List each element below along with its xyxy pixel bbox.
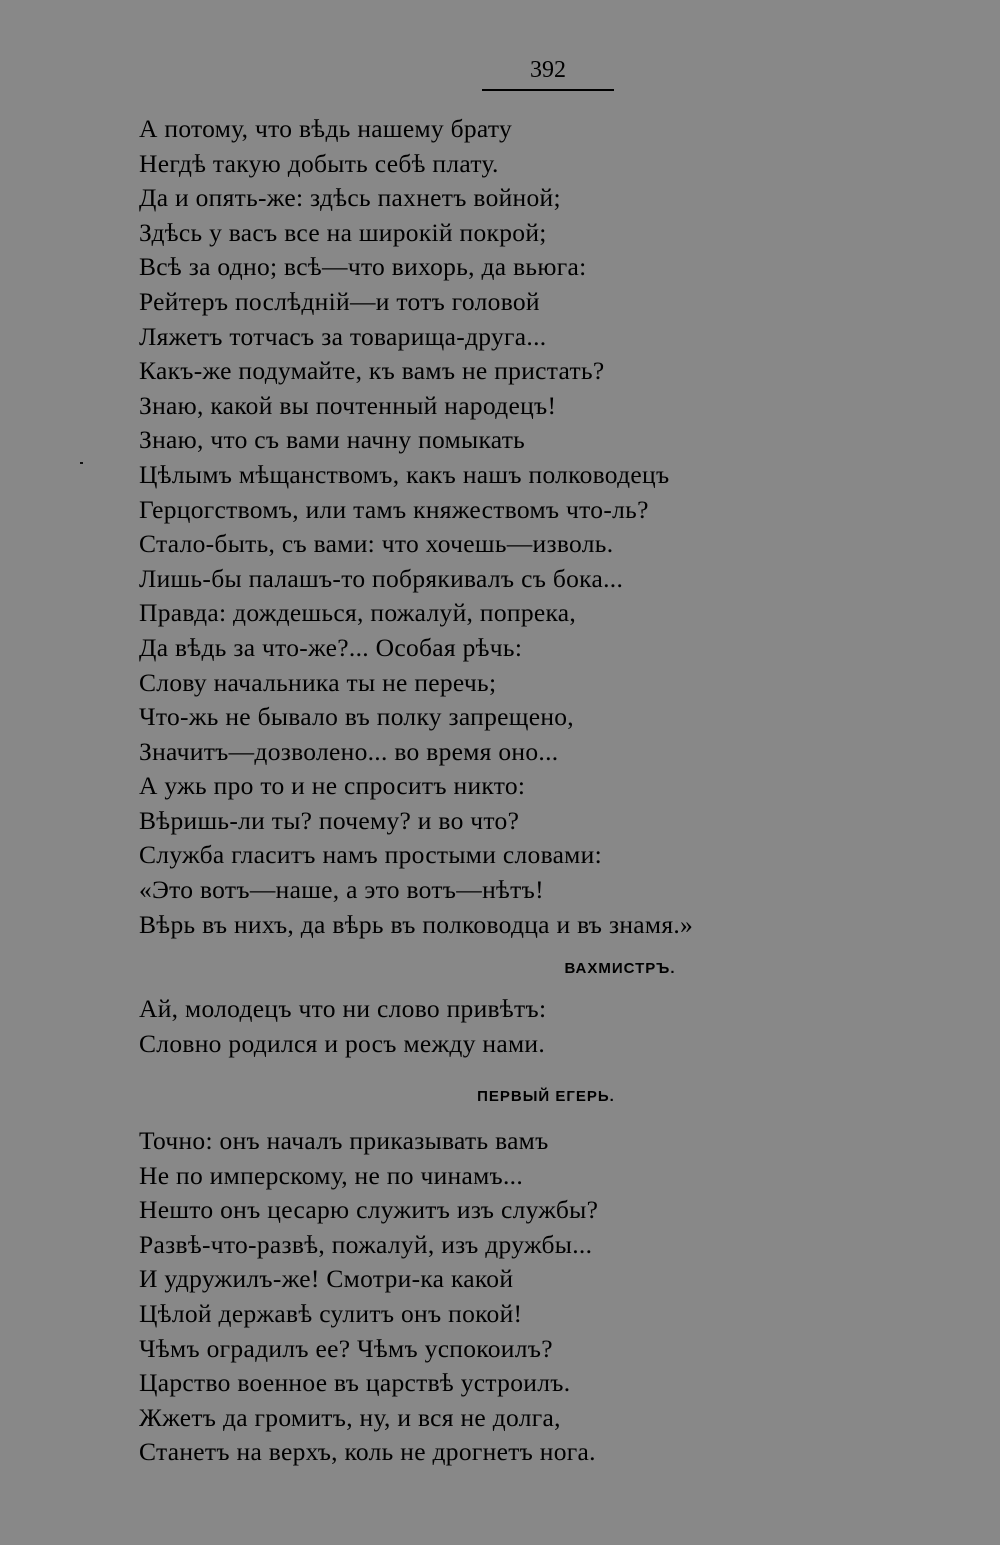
verse-line: Здѣсь у васъ все на широкій покрой;	[139, 217, 547, 247]
verse-line: И удружилъ-же! Смотри-ка какой	[139, 1264, 514, 1294]
verse-line: Значитъ—дозволено... во время оно...	[139, 736, 559, 766]
verse-line: Словно родился и росъ между нами.	[139, 1028, 546, 1058]
verse-line: Нешто онъ цесарю служитъ изъ службы?	[139, 1195, 599, 1225]
verse-line: Вѣрь въ нихъ, да вѣрь въ полководца и въ знамя.»	[139, 909, 694, 939]
verse-line: Да и опять-же: здѣсь пахнетъ войной;	[139, 183, 561, 213]
page-number-rule	[482, 89, 614, 91]
verse-line: Не по имперскому, не по чинамъ...	[139, 1160, 524, 1190]
verse-line: Герцогствомъ, или тамъ княжествомъ что-ль?	[139, 494, 649, 524]
page-number: 392	[530, 57, 566, 83]
speaker-heading-vakhmistr: ВАХМИСТРЪ.	[564, 960, 676, 977]
verse-line: Служба гласитъ намъ простыми словами:	[139, 840, 602, 870]
verse-line: А потому, что вѣдь нашему брату	[139, 114, 513, 143]
verse-line: А ужь про то и не спроситъ никто:	[139, 771, 526, 801]
verse-line: Какъ-же подумайте, къ вамъ не пристать?	[139, 356, 605, 386]
verse-line: Всѣ за одно; всѣ—что вихорь, да вьюга:	[139, 252, 587, 282]
verse-line: Ай, молодецъ что ни слово привѣтъ:	[139, 994, 547, 1023]
verse-line: Станетъ на верхъ, коль не дрогнетъ нога.	[139, 1437, 596, 1467]
verse-line: Лишь-бы палашъ-то побрякивалъ съ бока...	[139, 563, 624, 593]
verse-line: Цѣлой державѣ сулитъ онъ покой!	[139, 1298, 523, 1328]
verse-line: Да вѣдь за что-же?... Особая рѣчь:	[139, 632, 523, 662]
verse-line: Чѣмъ оградилъ ее? Чѣмъ успокоилъ?	[139, 1333, 553, 1363]
verse-line: «Это вотъ—наше, а это вотъ—нѣтъ!	[139, 875, 544, 905]
verse-line: Негдѣ такую добыть себѣ плату.	[139, 148, 499, 178]
verse-line: Правда: дождешься, пожалуй, попрека,	[139, 598, 577, 628]
verse-line: Стало-быть, съ вами: что хочешь—изволь.	[139, 529, 614, 559]
verse-line: Знаю, что съ вами начну помыкать	[139, 425, 526, 455]
verse-stanza-3	[139, 1124, 598, 1470]
verse-line: Рейтеръ послѣдній—и тотъ головой	[139, 286, 540, 316]
verse-line: Царство военное въ царствѣ устроилъ.	[139, 1368, 571, 1398]
verse-line: Слову начальника ты не перечь;	[139, 667, 497, 697]
verse-line: Что-жь не бывало въ полку запрещено,	[139, 702, 574, 732]
speaker-heading-first-jaeger: ПЕРВЫЙ ЕГЕРЬ.	[477, 1088, 615, 1105]
verse-stanza-2	[139, 992, 546, 1061]
stray-ink-mark	[80, 462, 83, 464]
verse-line: Развѣ-что-развѣ, пожалуй, изъ дружбы...	[139, 1229, 593, 1259]
verse-line: Ляжетъ тотчасъ за товарища-друга...	[139, 321, 547, 351]
verse-line: Вѣришь-ли ты? почему? и во что?	[139, 805, 520, 835]
verse-stanza-1	[139, 112, 693, 942]
verse-line: Знаю, какой вы почтенный народецъ!	[139, 390, 557, 420]
verse-line: Точно: онъ началъ приказывать вамъ	[139, 1126, 549, 1155]
verse-line: Жжетъ да громитъ, ну, и вся не долга,	[139, 1402, 561, 1432]
verse-line: Цѣлымъ мѣщанствомъ, какъ нашъ полководецъ	[139, 459, 670, 489]
